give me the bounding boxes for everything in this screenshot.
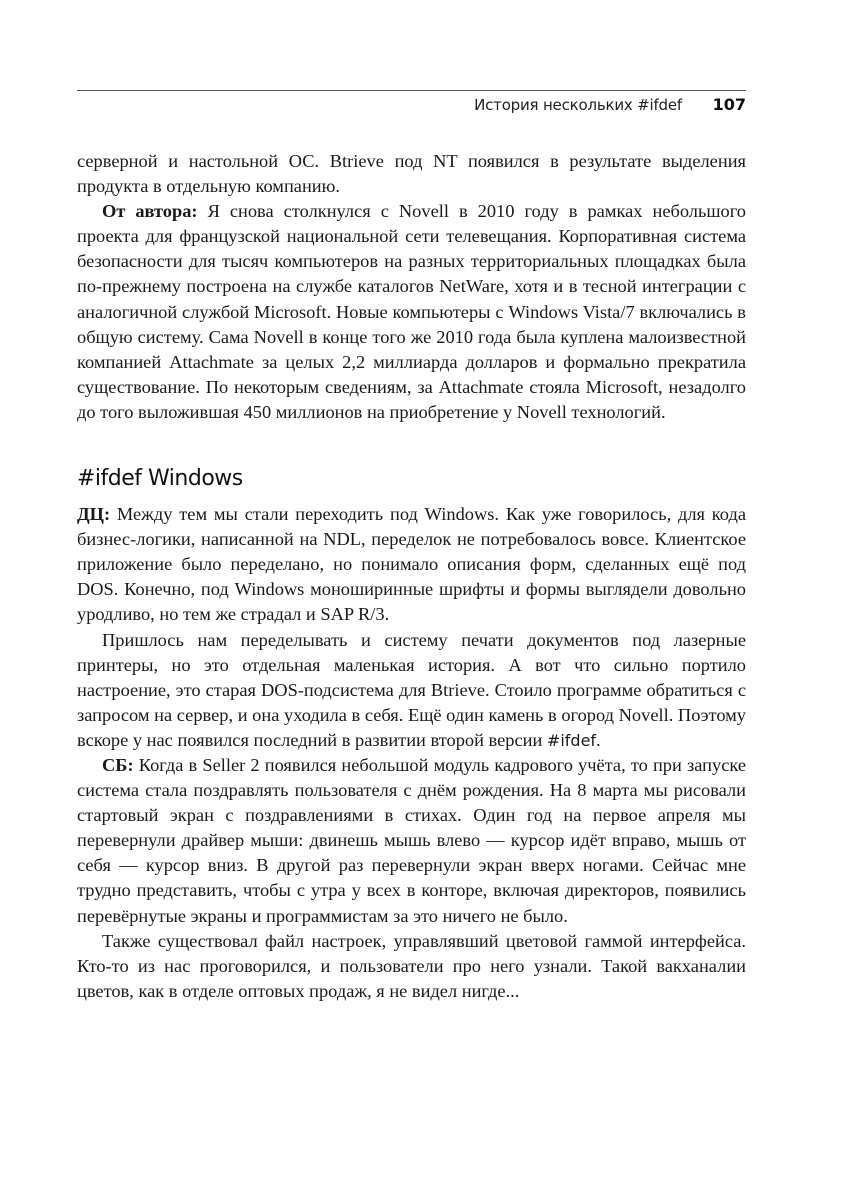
running-title: История нескольких #ifdef xyxy=(474,96,682,114)
paragraph-dc: ДЦ: Между тем мы стали переходить под Windows. Как уже говорилось, для кода бизнес-логики, написанной на NDL, переделок не потребовалось вовсе. Клиентское приложение было переделано, но понимало описания форм, сделанных ещё под DOS. Конечно, под Windows моноширинные шрифты и формы выглядели довольно уродливо, но тем же страдал и SAP R/3. xyxy=(77,504,746,625)
body-text xyxy=(77,149,746,1004)
inline-code: #ifdef xyxy=(546,730,597,750)
paragraph-sb: СБ: Когда в Seller 2 появился небольшой модуль кадрового учёта, то при запуске система стала поздравлять пользователя с днём рождения. На 8 марта мы рисовали стартовый экран с поздравлениями в стихах. Один год на первое апреля мы перевернули драйвер мыши: двинешь мышь влево — курсор идёт вправо, мышь от себя — курсор вниз. В другой раз перевернули экран вверх ногами. Сейчас мне трудно представить, чтобы с утра у всех в конторе, включая директоров, появились перевёрнутые экраны и программистам за это ничего не было. xyxy=(77,754,746,926)
page-number: 107 xyxy=(712,95,746,114)
speaker-label: ДЦ: xyxy=(77,504,111,525)
paragraph-colors: Также существовал файл настроек, управлявший цветовой гаммой интерфейса. Кто-то из нас проговорился, и пользователи про него узнали. Такой вакханалии цветов, как в отделе оптовых продаж, я не видел нигде... xyxy=(77,930,746,1001)
speaker-label: От автора: xyxy=(102,201,198,222)
paragraph-continuation: серверной и настольной ОС. Btrieve под NT появился в результате выделения продукта в отдельную компанию. xyxy=(77,151,746,197)
paragraph-author-note: От автора: Я снова столкнулся с Novell в 2010 году в рамках небольшого проекта для французской национальной сети телевещания. Корпоративная система безопасности для тысяч компьютеров на разных территориальных площадках была по-прежнему построена на службе каталогов NetWare, хотя и в тесной интеграции с аналогичной службой Microsoft. Новые компьютеры с Windows Vista/7 включались в общую систему. Сама Novell в конце того же 2010 года была куплена малоизвестной компанией Attachmate за целых 2,2 миллиарда долларов и формально прекратила существование. По некоторым сведениям, за Attachmate стояла Microsoft, незадолго до того выложившая 450 миллионов на приобретение у Novell технологий. xyxy=(77,201,747,422)
running-header xyxy=(77,90,746,119)
paragraph-printing: Пришлось нам переделывать и систему печати документов под лазерные принтеры, но это отдельная маленькая история. А вот что сильно портило настроение, это старая DOS-подсистема для Btrieve. Стоило программе обратиться с запросом на сервер, и она уходила в себя. Ещё один камень в огород Novell. Поэтому вскоре у нас появился последний в развитии второй версии #ifdef. xyxy=(77,629,746,750)
section-heading: #ifdef Windows xyxy=(77,466,243,492)
speaker-label: СБ: xyxy=(102,754,134,775)
